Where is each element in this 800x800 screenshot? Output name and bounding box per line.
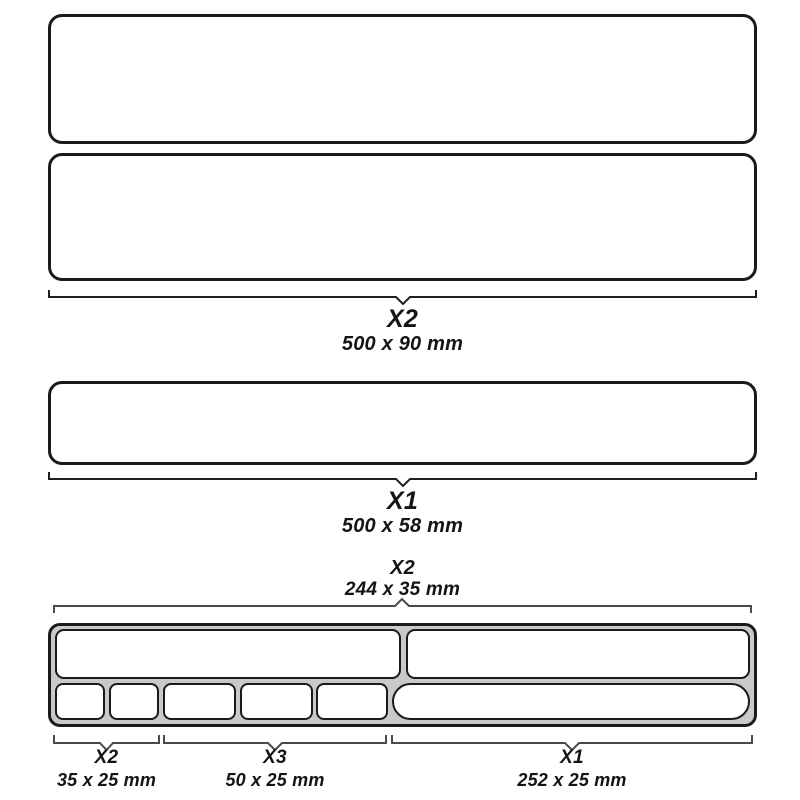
count-label: X1 [560,747,584,768]
sticker-sheet-500x90-1 [48,14,757,144]
dimensions-label: 244 x 35 mm [344,579,461,600]
strip-244x35-2 [406,629,750,679]
dimension-bracket-244x35 [53,597,752,614]
patch-50x25-3 [316,683,388,720]
label-large-sheets [48,306,757,356]
count-label: X2 [94,747,119,768]
label-panel-top-strips [48,558,757,602]
dimensions-label: 500 x 58 mm [341,515,464,538]
count-label: X2 [387,305,418,333]
label-medium-sheet [48,488,757,538]
count-label: X2 [390,557,415,579]
patch-50x25-2 [240,683,313,720]
strip-244x35-1 [55,629,401,679]
dimensions-label: 252 x 25 mm [517,769,627,790]
label-medium-patches [163,748,387,791]
dimension-bracket-500x58 [48,471,757,488]
dimension-bracket-500x90 [48,289,757,306]
patch-35x25-1 [55,683,105,720]
patch-35x25-2 [109,683,159,720]
dimensions-label: 35 x 25 mm [56,769,157,790]
strip-252x25 [392,683,750,720]
dimensions-label: 50 x 25 mm [225,769,325,790]
sticker-sheet-500x90-2 [48,153,757,281]
count-label: X1 [387,487,418,515]
dimensions-label: 500 x 90 mm [341,333,464,356]
count-label: X3 [263,747,287,768]
label-small-patches [33,748,180,791]
label-long-strip [391,748,753,791]
sticker-sheet-500x58 [48,381,757,465]
patch-50x25-1 [163,683,236,720]
